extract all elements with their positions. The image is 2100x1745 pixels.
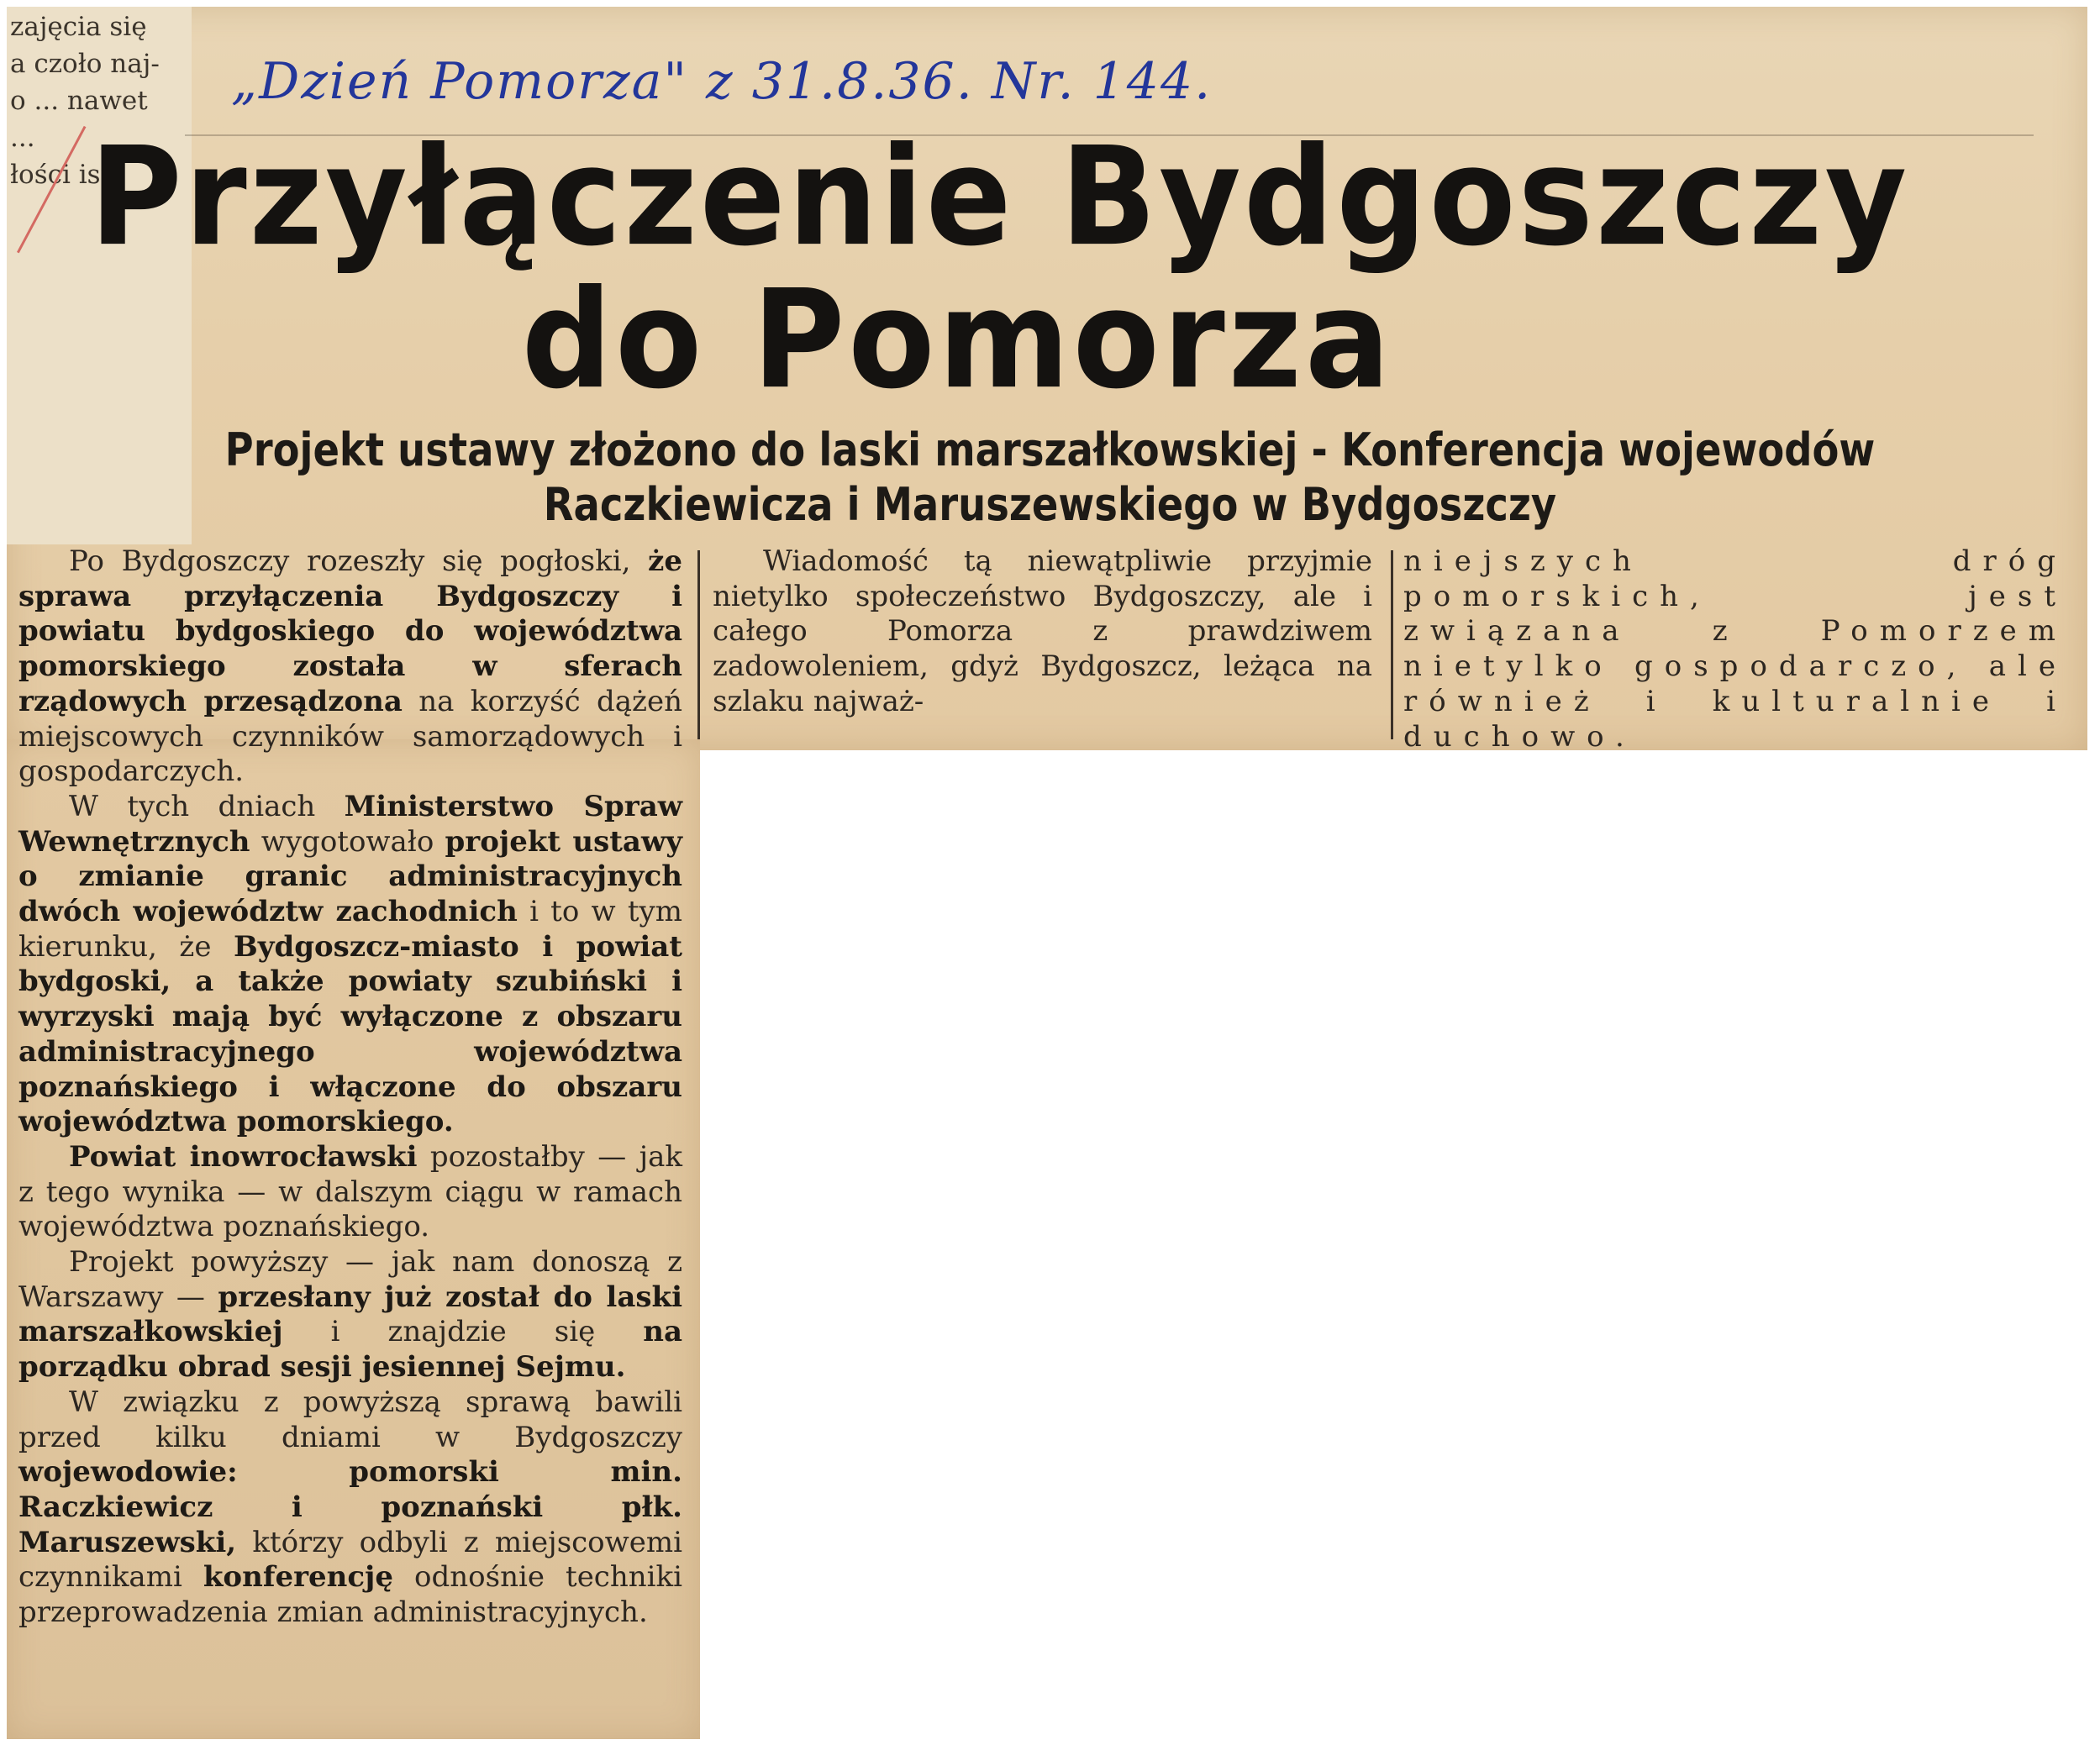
article-paragraph: Powiat inowrocławski pozostałby — jak z tego wynika — w dalszym ciągu w ramach województwa poznańskiego. [18,1139,682,1244]
article-paragraph: Po Bydgoszczy rozeszły się pogłoski, że sprawa przyłączenia Bydgoszczy i powiatu bydgoskiego do województwa pomorskiego została w sferach rządowych przesądzona na korzyść dążeń miejscowych czynników samorządowych i gospodarczych. [18,544,682,789]
bold-run: konferencję [203,1560,393,1595]
bold-run: przesłany już został do laski marszałkowskiej [18,1280,682,1349]
bold-run: wojewodowie: pomorski min. Raczkiewicz i poznański płk. Maruszewski, [18,1455,682,1559]
article-paragraph: Wiadomość tą niewątpliwie przyjmie nietylko społeczeństwo Bydgoszczy, ale i całego Pomorza z prawdziwem zadowoleniem, gdyż Bydgoszcz, leżąca na szlaku najważ- [713,544,1372,718]
article-paragraph: Projekt powyższy — jak nam donoszą z Warszawy — przesłany już został do laski marszałkowskiej i znajdzie się na porządku obrad sesji jesiennej Sejmu. [18,1245,682,1385]
bold-run: projekt ustawy o zmianie granic administracyjnych dwóch województw zachodnich [18,824,682,929]
column-divider [1391,550,1393,739]
side-fragment-line: ... [10,123,35,153]
bold-run: na porządku obrad sesji jesiennej Sejmu. [18,1315,682,1385]
article-column-3 [1403,544,2067,754]
article-column-2 [713,544,1372,720]
bold-run: Powiat inowrocławski [69,1139,418,1174]
bold-run: że sprawa przyłączenia Bydgoszczy i powiatu bydgoskiego do województwa pomorskiego została w sferach rządowych przesądzona [18,544,682,718]
article-paragraph: W związku z powyższą sprawą bawili przed kilku dniami w Bydgoszczy wojewodowie: pomorski min. Raczkiewicz i poznański płk. Maruszewski, którzy odbyli z miejscowemi czynnikami konferencję odnośnie techniki przeprowadzenia zmian administracyjnych. [18,1385,682,1630]
headline-line-1: Przyłączenie Bydgoszczy [89,118,1910,276]
article-column-1 [18,544,682,1631]
subheadline-line-1: Projekt ustawy złożono do laski marszałkowskiej - Konferencja wojewodów [224,423,1876,476]
headline-line-2: do Pomorza [521,261,1394,419]
bold-run: Ministerstwo Spraw Wewnętrznych [18,789,682,859]
subheadline-line-2: Raczkiewicza i Maruszewskiego w Bydgoszczy [543,478,1557,531]
column-divider [697,550,700,739]
side-fragment-line: łości ist- [10,160,120,190]
side-fragment-line: o ... nawet [10,86,148,116]
handwritten-source-annotation: „Dzień Pomorza" z 31.8.36. Nr. 144. [231,52,1213,111]
side-fragment-line: a czoło naj- [10,49,160,79]
bold-run: Bydgoszcz-miasto i powiat bydgoski, a także powiaty szubiński i wyrzyski [18,929,682,1034]
article-paragraph: niejszych dróg pomorskich, jest związana z Pomorzem nietylko gospodarczo, ale również i kulturalnie i duchowo. [1403,544,2067,754]
article-paragraph: W tych dniach Ministerstwo Spraw Wewnętrznych wygotowało projekt ustawy o zmianie granic administracyjnych dwóch województw zachodnich i to w tym kierunku, że Bydgoszcz-miasto i powiat bydgoski, a także powiaty szubiński i wyrzyski mają być wyłączone z obszaru administracyjnego województwa poznańskiego i włączone do obszaru województwa pomorskiego. [18,789,683,1139]
bold-run: mają być wyłączone z obszaru administracyjnego województwa poznańskiego i włączone do obszaru województwa pomorskiego. [18,1000,683,1139]
side-fragment-line: zajęcia się [10,12,147,42]
